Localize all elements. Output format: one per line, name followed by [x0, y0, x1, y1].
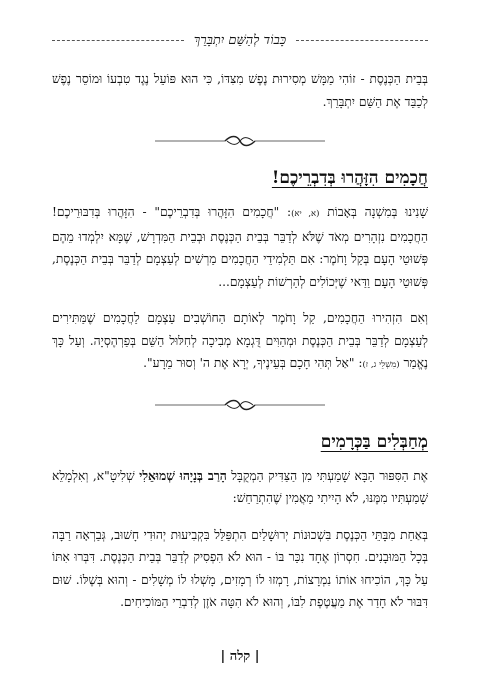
running-header [52, 30, 428, 50]
source-reference: (א, יא) [291, 209, 320, 219]
sages-p1-rest: : "חֲכָמִים הִזָּהֲרוּ בְּדִבְרֵיכֶם" - הִזָּהֲרוּ בְּדִבּוּרֵיכֶם! הַחֲכָמִים נִזְהָרִים מְאֹד שֶׁלֹּא לְדַבֵּר בְּבֵית הַכְּנֶסֶת וּבְבֵית הַמִּדְרָשׁ, שֶׁמָּא יִלְמְדוּ מֵהֶם פְּשׁוּטֵי הָעָם בְּקַל וָחֹמֶר: אִם תַּלְמִידֵי הַחֲכָמִים מַרְשִׁים לְעַצְמָם לְדַבֵּר בְּבֵית הַכְּנֶסֶת, פְּשׁוּטֵי הָעָם וַדַּאי שֶׁיְּכוֹלִים לְהַרְשׁוֹת לְעַצְמָם... [52, 205, 428, 289]
sages-p2-start: וְאִם הִזְהִירוּ הַחֲכָמִים, קַל וָחֹמֶר לְאוֹתָם הַחוֹשְׁבִים עַצְמָם לַחֲכָמִים שֶׁמַּתִּירִים לְעַצְמָם לְדַבֵּר בְּבֵית הַכְּנֶסֶת וּמְהַוִּים דֻּגְמָא מְבִיכָה לְחִלּוּל הַשֵּׁם בְּפַרְהֶסְיָה. וְעַל כָּךְ נֶאֱמַר [52, 311, 428, 370]
vineyards-paragraph-2: בְּאַחַת מִבָּתֵּי הַכְּנֶסֶת בִּשְׁכוּנוֹת יְרוּשָׁלַיִם הִתְפַּלֵּל בִּקְבִיעוּת יְהוּדִי חָשׁוּב, גְּבַרְאָה רַבָּה בְּכָל הַמּוּבָנִים. חִסְרוֹן אֶחָד נִכַּר בּוֹ - הוּא לֹא הִפְסִיק לְדַבֵּר בְּבֵית הַכְּנֶסֶת. דִּבְּרוּ אִתּוֹ עַל כָּךְ, הוֹכִיחוּ אוֹתוֹ נִמְרָצוֹת, רָמְזוּ לוֹ רְמָזִים, מָשְׁלוּ לוֹ מְשָׁלִים - וְהוּא בְּשֶׁלּוֹ. שׁוּם דִּבּוּר לֹא חָדַר אֶת מַעֲטֶפֶת לִבּוֹ, וְהוּא לֹא הִטָּה אֹזֶן לְדִבְרֵי הַמּוֹכִיחִים. [52, 527, 428, 609]
header-title: כָּבוֹד לְהַשֵּׁם יִתְבָּרֵךְ [193, 33, 287, 48]
vineyards-p1-start: אֶת הַסִּפּוּר הַבָּא שָׁמַעְתִּי מִן הַצַּדִּיק הַמְקֻבָּל [226, 468, 428, 483]
vineyards-paragraph-1 [52, 465, 428, 510]
section-title-sages [52, 165, 428, 191]
vineyards-p1-rest: שְׁלִיטָ"א, וְאִלְמָלֵא שָׁמַעְתִּיו מִמֶּנּוּ, לֹא הָיִיתִי מַאֲמִין שֶׁהִתְרַחֵשׁ: [52, 468, 428, 505]
sages-paragraph-1 [52, 201, 428, 293]
rabbi-name: הָרַב בְּנָיָהוּ שְׁמוּאֵלִי [139, 468, 227, 483]
header-rule-right [296, 40, 428, 41]
section-title-vineyards [52, 429, 428, 455]
sages-p2-rest: : "אַל תְּהִי חָכָם בְּעֵינֶיךָ, יְרָא אֶת ה' וְסוּר מֵרָע". [143, 356, 363, 370]
section-title-vineyards-text: מְחַבְּלִים בַּכְּרָמִים [320, 431, 428, 452]
sages-paragraph-2 [52, 307, 428, 377]
page-content [52, 68, 428, 614]
ornamental-divider-icon [52, 127, 428, 155]
ornamental-divider-icon [52, 391, 428, 419]
section-title-sages-text: חֲכָמִים הִזָּהֲרוּ בְּדִבְרֵיכֶם! [271, 168, 428, 188]
sages-p1-start: שָׁנִינוּ בְּמִשְׁנָה בְּאָבוֹת [319, 205, 428, 219]
intro-paragraph: בְּבֵית הַכְּנֶסֶת - זוֹהִי מַמָּשׁ מְסִירוּת נֶפֶשׁ מִצִּדּוֹ, כִּי הוּא פּוֹעֵל נֶגֶד טִבְעוֹ וּמוֹסֵר נֶפֶשׁ לְכַבֵּד אֶת הַשֵּׁם יִתְבָּרֵךְ. [52, 72, 428, 109]
source-reference: (מִשְׁלֵי ג, ז) [362, 360, 400, 370]
page-number: | קלה | [220, 649, 260, 664]
header-rule-left [52, 40, 184, 41]
